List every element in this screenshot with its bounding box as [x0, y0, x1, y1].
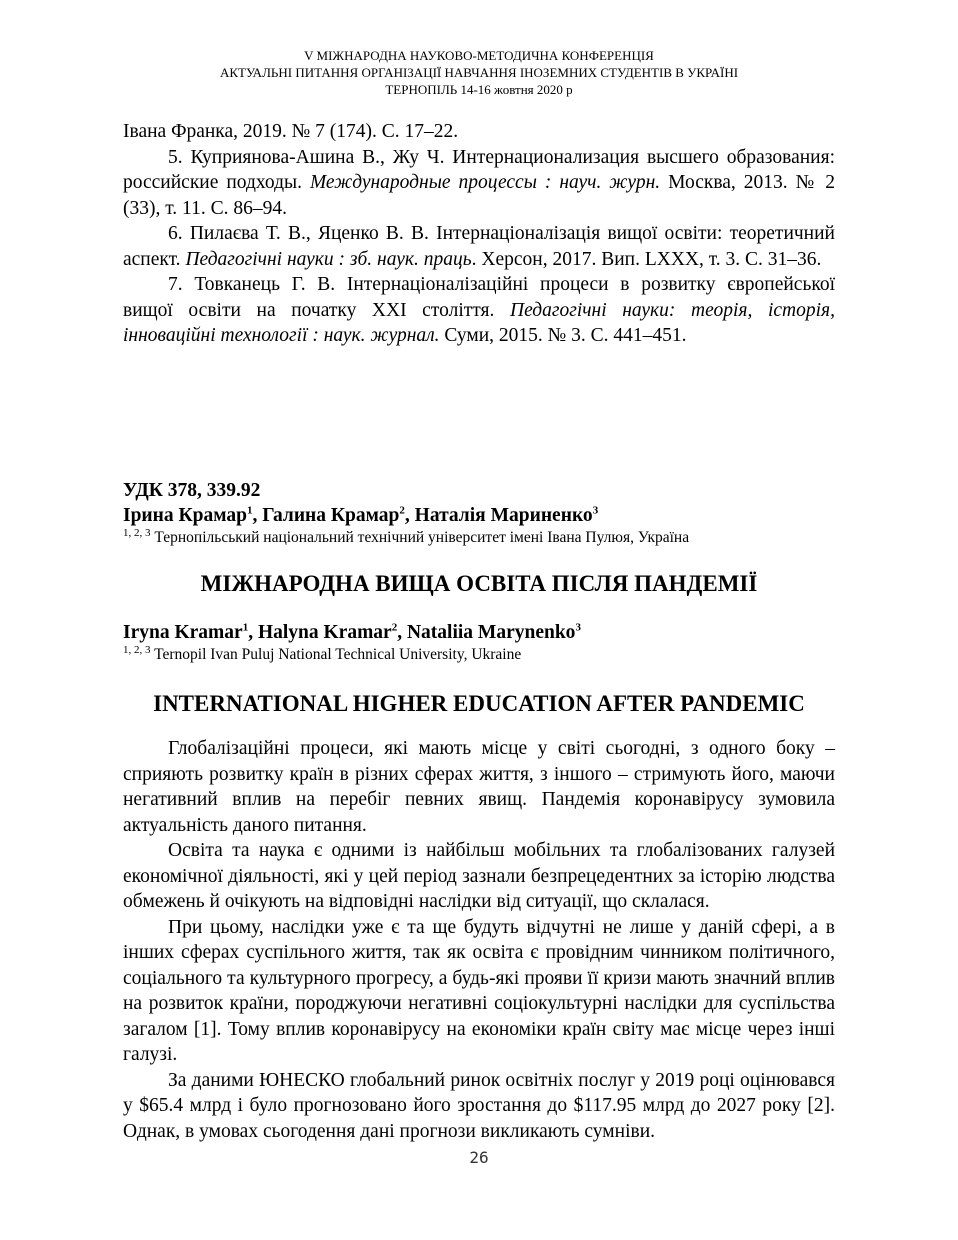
author-1-mark: 1: [247, 504, 253, 517]
article-title-uk: МІЖНАРОДНА ВИЩА ОСВІТА ПІСЛЯ ПАНДЕМІЇ: [200, 571, 758, 596]
author-1-uk: Ірина Крамар: [123, 505, 248, 526]
body-paragraph-3: При цьому, наслідки уже є та ще будуть відчутні не лише у даній сфері, а в інших сферах суспільного життя, так як освіта є провідним чинником політичного, соціального та культурного прогресу, а будь-які прояви її кризи мають значний вплив на розвиток країни, породжуючи негативні соціокультурні наслідки для суспільства загалом [1]. Тому вплив коронавірусу на економіки країн світу має місце через інші галузі.: [123, 916, 835, 1065]
article: [123, 478, 835, 1144]
author-2-en-mark: 2: [391, 621, 398, 634]
reference-list: [123, 119, 835, 349]
author-1-en-mark: 1: [242, 621, 249, 634]
affiliation-uk-marks: 1, 2, 3: [123, 526, 151, 539]
authors-uk: [123, 503, 835, 528]
affiliation-en-marks: 1, 2, 3: [123, 643, 151, 656]
authors-en: [123, 620, 835, 645]
author-2-en: , Halyna Kramar: [248, 622, 392, 643]
ref7-journal: Педагогічні науки: теорія, історія, інноваційні технології : наук. журнал.: [123, 299, 835, 346]
ref6-journal: Педагогічні науки : зб. наук. праць: [185, 248, 472, 270]
affiliation-en: [123, 645, 835, 665]
ref6-text: 6. Пилаєва Т. В., Яценко В. В. Інтернаціоналізація вищої освіти: теоретичний аспект.: [123, 223, 835, 270]
article-body: [123, 736, 835, 1144]
ref5-details: Москва, 2013. № 2 (33), т. 11. С. 86–94.: [123, 172, 835, 219]
page-number: 26: [469, 1148, 489, 1167]
author-3-mark: 3: [592, 504, 599, 517]
author-3-en: , Nataliia Marynenko: [397, 622, 576, 643]
affiliation-en-text: Ternopil Ivan Puluj National Technical University, Ukraine: [150, 646, 522, 663]
ref5-text: 5. Куприянова-Ашина В., Жу Ч. Интернационализация высшего образования: российские подходы.: [123, 146, 835, 193]
affiliation-uk-text: Тернопільський національний технічний університет імені Івана Пулюя, Україна: [150, 529, 690, 546]
author-3-en-mark: 3: [575, 621, 581, 634]
header-line-2: АКТУАЛЬНІ ПИТАННЯ ОРГАНІЗАЦІЇ НАВЧАННЯ ІНОЗЕМНИХ СТУДЕНТІВ В УКРАЇНІ: [219, 65, 739, 80]
reference-5: [123, 145, 835, 222]
udk-code: УДК 378, 339.92: [123, 480, 261, 501]
author-2-mark: 2: [399, 504, 405, 517]
reference-7: [123, 272, 835, 349]
affiliation-uk: [123, 528, 835, 548]
body-paragraph-1: Глобалізаційні процеси, які мають місце у світі сьогодні, з одного боку – сприяють розвитку країн в різних сферах життя, з іншого – стримують його, маючи негативний вплив на перебіг певних явищ. Пандемія коронавірусу зумовила актуальність даного питання.: [123, 738, 835, 836]
body-paragraph-2: Освіта та наука є одними із найбільш мобільних та глобалізованих галузей економічної діяльності, які у цей період зазнали безпрецедентних за історію людства обмежень й очікують на відповідні наслідки від ситуації, що склалася.: [123, 840, 835, 912]
header-line-1: V МІЖНАРОДНА НАУКОВО-МЕТОДИЧНА КОНФЕРЕНЦІЯ: [304, 48, 654, 63]
ref6-details: . Херсон, 2017. Вип. LXXX, т. 3. С. 31–36.: [471, 248, 822, 270]
conference-header: [0, 47, 958, 98]
ref5-journal: Международные процессы : науч. журн.: [309, 172, 661, 193]
reference-continuation: Івана Франка, 2019. № 7 (174). С. 17–22.: [123, 121, 459, 142]
author-3-uk: , Наталія Мариненко: [404, 505, 593, 526]
ref7-text: 7. Товканець Г. В. Інтернаціоналізаційні процеси в розвитку європейської вищої освіти на початку XXI століття.: [123, 274, 835, 321]
body-paragraph-4: За даними ЮНЕСКО глобальний ринок освітніх послуг у 2019 році оцінювався у $65.4 млрд і було прогнозовано його зростання до $117.95 млрд до 2027 року [2]. Однак, в умовах сьогодення дані прогнози викликають сумніви.: [123, 1069, 835, 1142]
ref7-details: Суми, 2015. № 3. С. 441–451.: [439, 325, 687, 346]
author-2-uk: , Галина Крамар: [252, 505, 400, 526]
author-1-en: Iryna Kramar: [123, 622, 243, 643]
reference-6: [123, 221, 835, 272]
article-title-en: INTERNATIONAL HIGHER EDUCATION AFTER PANDEMIC: [153, 691, 805, 716]
header-line-3: ТЕРНОПІЛЬ 14-16 жовтня 2020 р: [385, 82, 573, 97]
